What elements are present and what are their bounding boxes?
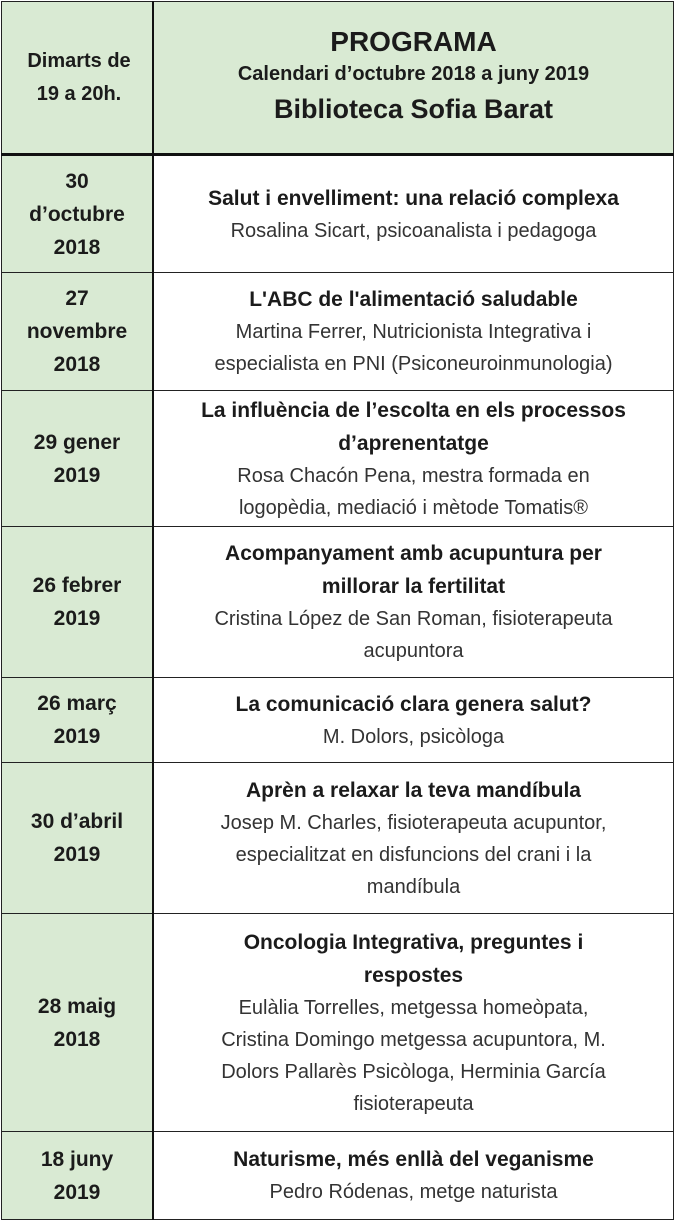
session-date-line: novembre [26,320,128,343]
session-speaker-line: mandíbula [366,875,461,898]
session-speaker-line: Dolors Pallarès Psicòloga, Herminia García [221,1060,606,1083]
schedule-time: 19 a 20h. [36,82,122,105]
session-title-line: Naturisme, més enllà del veganisme [233,1148,594,1171]
session-title-line: Salut i envelliment: una relació complexa [208,186,619,210]
program-table [1,1,674,1220]
session-date-line: 26 març [37,692,117,715]
session-date-line: 30 d’abril [30,810,124,833]
program-subtitle: Calendari d’octubre 2018 a juny 2019 [237,62,590,85]
session-speaker-line: Cristina Domingo metgessa acupuntora, M. [221,1028,606,1051]
session-date-line: d’octubre [29,202,125,226]
session-date-line: 2019 [53,843,101,866]
session-date-line: 2019 [53,1180,101,1204]
session-row [2,678,674,763]
session-info-cell [153,527,674,678]
session-title-line: d’aprenentatge [338,431,489,455]
schedule-day: Dimarts de [27,49,131,72]
session-row [2,273,674,391]
session-row [2,391,674,527]
header-row [2,2,674,155]
session-speaker-line: Josep M. Charles, fisioterapeuta acupuntor, [220,811,607,834]
session-info-cell [153,155,674,273]
session-info-cell [153,273,674,391]
session-title-line: Aprèn a relaxar la teva mandíbula [246,778,581,802]
session-date-cell [2,273,154,391]
session-row [2,1132,674,1220]
session-title-line: La influència de l’escolta en els processos [201,398,626,422]
program-title: PROGRAMA [330,25,497,57]
session-info-cell [153,763,674,914]
session-title-line: Acompanyament amb acupuntura per [225,542,602,565]
session-row [2,914,674,1132]
session-speaker-line: M. Dolors, psicòloga [322,725,505,748]
session-title-line: L'ABC de l'alimentació saludable [249,288,578,311]
session-row [2,155,674,273]
session-date-cell [2,678,154,763]
session-speaker-line: logopèdia, mediació i mètode Tomatis® [238,496,588,519]
session-info-cell [153,1132,674,1220]
session-date-cell [2,391,154,527]
session-date-line: 18 juny [40,1147,114,1171]
session-speaker-line: Martina Ferrer, Nutricionista Integrativa i [235,321,592,343]
session-row [2,527,674,678]
session-date-line: 2018 [53,1027,101,1051]
session-title-line: respostes [363,963,464,987]
session-date-line: 2019 [53,463,101,487]
session-date-cell [2,763,154,914]
session-date-cell [2,527,154,678]
session-date-cell [2,914,154,1132]
header-title-cell [153,2,674,155]
program-venue: Biblioteca Sofia Barat [273,93,554,124]
session-date-line: 29 gener [33,430,121,454]
session-speaker-line: Cristina López de San Roman, fisioterapeuta [214,608,613,630]
session-row [2,763,674,914]
session-speaker-line: Rosa Chacón Pena, mestra formada en [237,464,590,487]
session-date-line: 28 maig [37,994,117,1018]
session-date-line: 2018 [53,235,101,259]
session-date-line: 2019 [53,725,101,748]
session-info-cell [153,678,674,763]
session-title-line: Oncologia Integrativa, preguntes i [243,930,584,954]
session-date-line: 30 [65,169,89,193]
session-speaker-line: Rosalina Sicart, psicoanalista i pedagoga [230,219,597,242]
session-speaker-line: Eulàlia Torrelles, metgessa homeòpata, [238,996,589,1019]
session-date-cell [2,155,154,273]
session-info-cell [153,914,674,1132]
session-info-cell [153,391,674,527]
session-date-line: 27 [65,287,89,310]
session-date-cell [2,1132,154,1220]
session-speaker-line: acupuntora [363,640,464,662]
session-date-line: 2018 [53,353,101,376]
session-speaker-line: especialista en PNI (Psiconeuroinmunologia) [214,353,613,375]
schedule-cell [2,2,154,155]
session-speaker-line: especialitzat en disfuncions del crani i la [235,843,592,866]
session-title-line: La comunicació clara genera salut? [235,692,592,716]
session-speaker-line: fisioterapeuta [353,1092,474,1115]
session-date-line: 2019 [53,607,101,630]
session-date-line: 26 febrer [32,574,122,597]
session-speaker-line: Pedro Ródenas, metge naturista [269,1181,558,1203]
session-title-line: millorar la fertilitat [321,575,506,598]
